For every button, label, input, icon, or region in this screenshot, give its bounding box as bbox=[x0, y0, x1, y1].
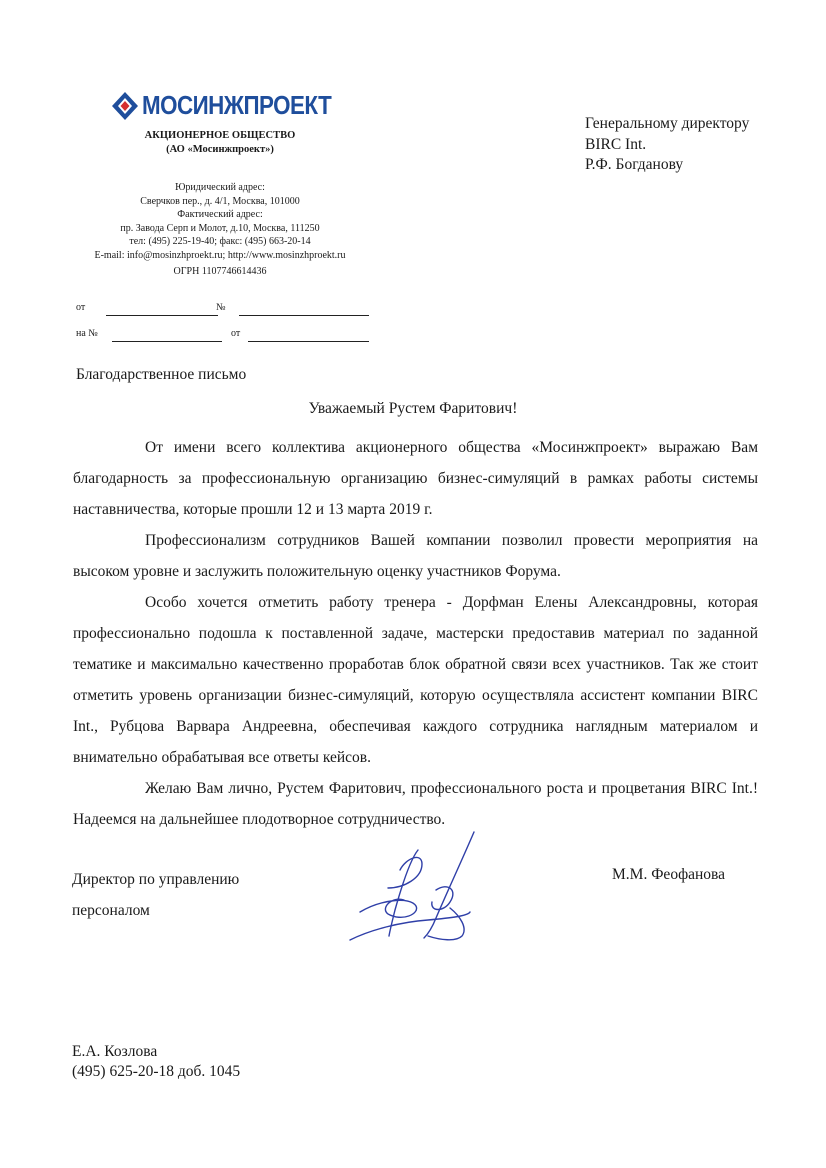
email-line: E-mail: info@mosinzhproekt.ru; http://www.mosinzhproekt.ru bbox=[94, 249, 346, 261]
outgoing-reference-row bbox=[76, 302, 376, 322]
ref-date-label: от bbox=[76, 302, 86, 313]
body-paragraph: Профессионализм сотрудников Вашей компании позволил провести мероприятия на высоком уровне и заслужить положительную оценку участников Форума. bbox=[73, 532, 758, 580]
signatory-title-line: персоналом bbox=[72, 902, 150, 919]
contact-block bbox=[72, 1042, 240, 1082]
company-logo bbox=[112, 90, 332, 124]
ogrn-line: ОГРН 1107746614436 bbox=[173, 265, 267, 277]
contact-phone: (495) 625-20-18 доб. 1045 bbox=[72, 1063, 241, 1080]
phone-line: тел: (495) 225-19-40; факс: (495) 663-20-14 bbox=[129, 236, 311, 248]
reply-number-line bbox=[112, 341, 222, 342]
reply-date-label: от bbox=[231, 328, 241, 339]
company-short-name: (АО «Мосинжпроект») bbox=[166, 144, 274, 155]
ref-number-line bbox=[239, 315, 369, 316]
incoming-reference-row bbox=[76, 328, 376, 348]
letter-subject: Благодарственное письмо bbox=[76, 366, 247, 383]
handwritten-signature bbox=[340, 830, 480, 945]
letter-body bbox=[73, 432, 758, 835]
ref-number-label: № bbox=[216, 302, 226, 313]
recipient-position: Генеральному директору bbox=[585, 115, 750, 132]
reply-number-label: на № bbox=[76, 328, 98, 339]
signatory-title-line: Директор по управлению bbox=[72, 871, 240, 888]
ref-date-line bbox=[106, 315, 218, 316]
address-line: Юридический адрес: bbox=[175, 182, 265, 193]
letter-greeting: Уважаемый Рустем Фаритович! bbox=[308, 400, 518, 417]
address-line: Сверчков пер., д. 4/1, Москва, 101000 bbox=[140, 195, 300, 207]
contact-name: Е.А. Козлова bbox=[72, 1043, 158, 1060]
reply-date-line bbox=[248, 341, 369, 342]
recipient-company: BIRC Int. bbox=[585, 135, 647, 153]
logo-wordmark: МОСИНЖПРОЕКТ bbox=[142, 90, 332, 120]
recipient-block bbox=[585, 114, 749, 176]
address-line: пр. Завода Серп и Молот, д.10, Москва, 111250 bbox=[120, 222, 320, 234]
company-address-block bbox=[60, 181, 380, 278]
signatory-title bbox=[72, 864, 239, 926]
company-name bbox=[120, 129, 320, 157]
body-paragraph: Желаю Вам лично, Рустем Фаритович, профессионального роста и процветания BIRC Int.! Надеемся на дальнейшее плодотворное сотрудничество. bbox=[73, 780, 758, 828]
logo-mark-icon bbox=[112, 92, 138, 120]
address-line: Фактический адрес: bbox=[177, 209, 263, 221]
body-paragraph: Особо хочется отметить работу тренера - Дорфман Елены Александровны, которая профессионально подошла к поставленной задаче, мастерски предоставив материал по заданной тематике и максимально качественно проработав блок обратной связи всех участников. Так же стоит отметить уровень организации бизнес-симуляций, которую осуществляла ассистент компании BIRC Int., Рубцова Варвара Андреевна, обеспечивая каждого сотрудника наглядным материалом и внимательно обрабатывая все ответы кейсов. bbox=[73, 594, 758, 766]
recipient-name: Р.Ф. Богданову bbox=[585, 156, 684, 173]
body-paragraph: От имени всего коллектива акционерного общества «Мосинжпроект» выражаю Вам благодарность за профессиональную организацию бизнес-симуляций в рамках работы системы наставничества, которые прошли 12 и 13 марта 2019 г. bbox=[73, 439, 758, 518]
signatory-name: М.М. Феофанова bbox=[612, 866, 726, 883]
company-type: АКЦИОНЕРНОЕ ОБЩЕСТВО bbox=[144, 130, 296, 141]
